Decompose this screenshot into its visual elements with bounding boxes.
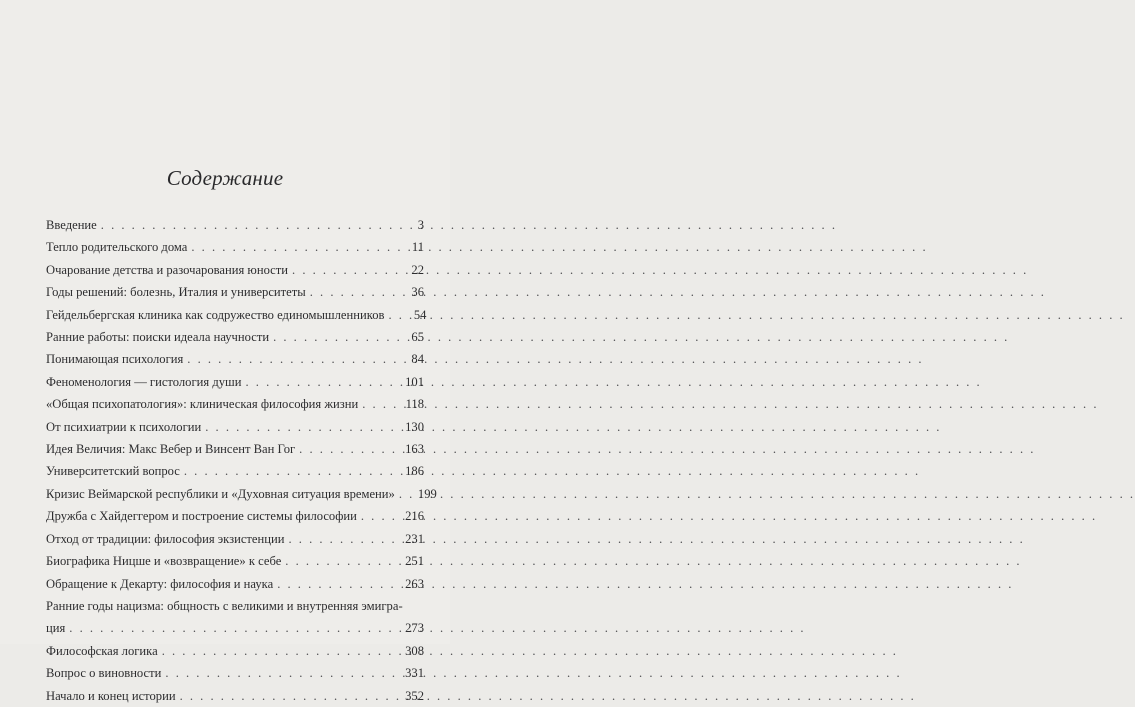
toc-entry-title: Философская логика (46, 643, 158, 658)
toc-entry-title: Вопрос о виновности (46, 666, 162, 681)
toc-leader-dots (97, 214, 402, 236)
toc-entry-title: Биографика Ницше и «возвращение» к себе (46, 554, 282, 569)
toc-entry (46, 662, 424, 684)
toc-entry (46, 259, 424, 281)
toc-entry-page: 331 (405, 666, 424, 681)
toc-entry-page: 54 (413, 307, 427, 322)
toc-entry-title: Годы решений: болезнь, Италия и университеты (46, 285, 306, 300)
toc-entry-title: Кризис Веймарской республики и «Духовная ситуация времени» (46, 486, 395, 501)
toc-leader-dots (269, 326, 402, 348)
toc-leader-dots (306, 281, 402, 303)
toc-entry (46, 573, 424, 595)
toc-leader-dots (201, 416, 402, 438)
toc-entry (46, 236, 424, 258)
toc-entry (46, 326, 424, 348)
toc-entry (46, 214, 424, 236)
toc-entry-title: Университетский вопрос (46, 464, 180, 479)
toc-leader-dots (395, 483, 415, 505)
toc-entry-title: Введение (46, 218, 97, 232)
toc-entry-page: 273 (405, 621, 424, 636)
toc-entry-page: 101 (405, 374, 424, 389)
toc-leader-dots (273, 573, 402, 595)
toc-leader-dots (158, 640, 402, 662)
toc-entry-page: 199 (417, 486, 437, 501)
toc-leader-dots (284, 528, 402, 550)
toc-entry-title: От психиатрии к психологии (46, 419, 202, 434)
toc-entry-page: 65 (411, 330, 424, 345)
toc-entry-line (46, 617, 424, 639)
toc-entry-page: 22 (411, 262, 424, 277)
toc-entry-page: 263 (405, 576, 424, 591)
toc-entry-title: Дружба с Хайдеггером и построение системы философии (46, 509, 357, 524)
toc-entry-title: Ранние работы: поиски идеала научности (46, 330, 270, 345)
toc-entry-page: 231 (405, 531, 424, 546)
toc-entry-title: Отход от традиции: философия экзистенции (46, 531, 285, 546)
toc-entry (46, 460, 424, 482)
toc-entry-page: 84 (411, 352, 424, 367)
toc-entry-title: Понимающая психология (46, 352, 184, 367)
toc-leader-dots (180, 460, 402, 482)
toc-leader-dots (65, 617, 402, 639)
toc-entry (46, 483, 437, 505)
toc-entry (46, 281, 424, 303)
toc-entry-page: 11 (411, 240, 424, 255)
toc-entry-page: 3 (417, 218, 424, 232)
toc-entry-page: 352 (405, 688, 424, 703)
toc-entry-page: 36 (411, 285, 424, 300)
toc-leader-dots (161, 662, 402, 684)
toc-entry (46, 393, 424, 415)
toc-leader-dots (187, 236, 402, 258)
toc-entry-page: 186 (405, 464, 424, 479)
toc-entry (46, 304, 427, 326)
toc-leader-dots (295, 438, 402, 460)
table-of-contents (46, 214, 437, 707)
toc-entry-title-line1: Ранние годы нацизма: общность с великими и внутренняя эмигра- (46, 598, 403, 613)
toc-leader-dots (241, 371, 402, 393)
toc-leader-dots (281, 550, 402, 572)
page-title: Содержание (166, 166, 284, 190)
toc-entry (46, 685, 424, 707)
toc-entry (46, 348, 424, 370)
toc-entry-title: Обращение к Декарту: философия и наука (46, 576, 274, 591)
toc-entry-wrapped (46, 595, 424, 640)
toc-entry-page: 163 (405, 442, 424, 457)
toc-entry-title: «Общая психопатология»: клиническая философия жизни (46, 397, 359, 412)
toc-entry-page: 118 (405, 397, 424, 412)
toc-entry-page: 308 (405, 643, 424, 658)
toc-entry-title: Очарование детства и разочарования юности (46, 262, 289, 277)
toc-entry-page: 251 (405, 554, 424, 569)
toc-entry (46, 505, 424, 527)
toc-entry (46, 371, 424, 393)
toc-entry-title: Идея Величия: Макс Вебер и Винсент Ван Гог (46, 442, 296, 457)
toc-entry (46, 438, 424, 460)
toc-leader-dots (384, 304, 404, 326)
toc-leader-dots (358, 393, 402, 415)
toc-leader-dots (288, 259, 402, 281)
toc-entry-title: Начало и конец истории (46, 688, 176, 703)
toc-entry-line (46, 595, 424, 617)
toc-entry-page: 130 (405, 419, 424, 434)
toc-entry-title-line2: ция (46, 621, 66, 636)
toc-leader-dots (176, 685, 402, 707)
toc-entry (46, 640, 424, 662)
toc-leader-dots (183, 348, 402, 370)
book-page (0, 0, 450, 703)
toc-entry-title: Тепло родительского дома (46, 240, 188, 255)
toc-entry-title: Гейдельбергская клиника как содружество единомышленников (46, 307, 385, 322)
toc-entry (46, 550, 424, 572)
toc-entry (46, 416, 424, 438)
toc-leader-dots (357, 505, 402, 527)
toc-entry-title: Феноменология — гистология души (46, 374, 242, 389)
toc-entry (46, 528, 424, 550)
toc-entry-page: 216 (405, 509, 424, 524)
